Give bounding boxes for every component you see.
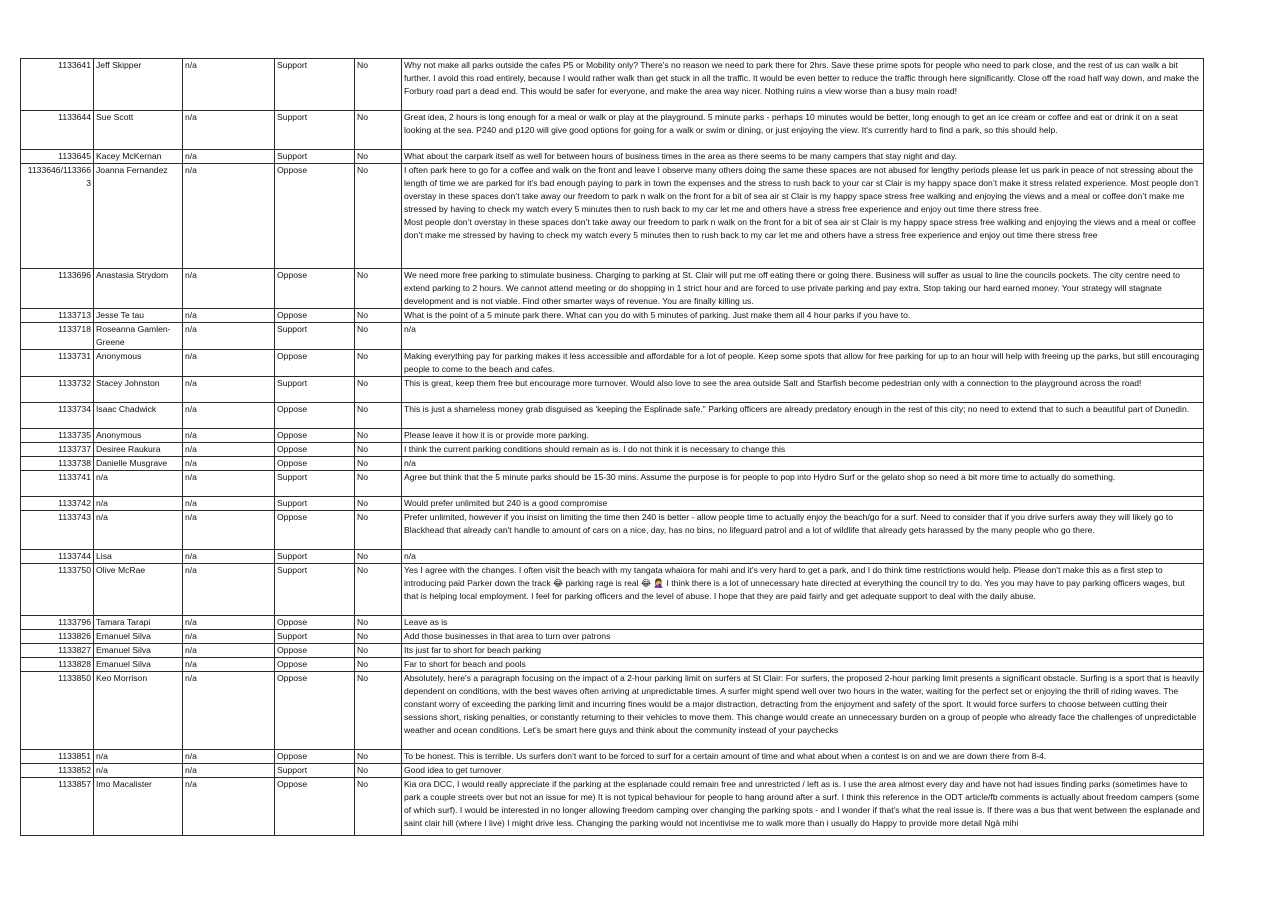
submitter-name-cell: Sue Scott bbox=[94, 111, 183, 150]
submitter-name-cell: n/a bbox=[94, 750, 183, 764]
wish-to-speak-cell: No bbox=[355, 471, 402, 497]
submitter-name-cell: Lisa bbox=[94, 550, 183, 564]
submissions-table bbox=[20, 58, 1204, 836]
organisation-cell: n/a bbox=[183, 429, 275, 443]
wish-to-speak-cell: No bbox=[355, 764, 402, 778]
organisation-cell: n/a bbox=[183, 111, 275, 150]
submission-id-cell: 1133738 bbox=[21, 457, 94, 471]
organisation-cell: n/a bbox=[183, 443, 275, 457]
submissions-table-body bbox=[21, 59, 1204, 836]
submitter-name-cell: Olive McRae bbox=[94, 564, 183, 616]
submitter-name-cell: n/a bbox=[94, 511, 183, 550]
position-cell: Oppose bbox=[275, 309, 355, 323]
position-cell: Oppose bbox=[275, 644, 355, 658]
wish-to-speak-cell: No bbox=[355, 750, 402, 764]
comment-cell: n/a bbox=[402, 457, 1204, 471]
submitter-name-cell: Keo Morrison bbox=[94, 672, 183, 750]
table-row bbox=[21, 644, 1204, 658]
organisation-cell: n/a bbox=[183, 164, 275, 269]
submission-id-cell: 1133741 bbox=[21, 471, 94, 497]
wish-to-speak-cell: No bbox=[355, 778, 402, 836]
table-row bbox=[21, 111, 1204, 150]
table-row bbox=[21, 457, 1204, 471]
wish-to-speak-cell: No bbox=[355, 497, 402, 511]
position-cell: Support bbox=[275, 150, 355, 164]
submitter-name-cell: Imo Macalister bbox=[94, 778, 183, 836]
organisation-cell: n/a bbox=[183, 644, 275, 658]
wish-to-speak-cell: No bbox=[355, 111, 402, 150]
submitter-name-cell: Isaac Chadwick bbox=[94, 403, 183, 429]
wish-to-speak-cell: No bbox=[355, 630, 402, 644]
table-row bbox=[21, 497, 1204, 511]
submission-id-cell: 1133827 bbox=[21, 644, 94, 658]
organisation-cell: n/a bbox=[183, 497, 275, 511]
comment-cell: What is the point of a 5 minute park there. What can you do with 5 minutes of parking. Just make them all 4 hour parks if you have to. bbox=[402, 309, 1204, 323]
position-cell: Oppose bbox=[275, 672, 355, 750]
comment-cell: n/a bbox=[402, 550, 1204, 564]
wish-to-speak-cell: No bbox=[355, 309, 402, 323]
table-row bbox=[21, 630, 1204, 644]
submitter-name-cell: Tamara Tarapi bbox=[94, 616, 183, 630]
comment-cell: This is great, keep them free but encourage more turnover. Would also love to see the area outside Salt and Starfish become pedestrian only with a connection to the playground across the road! bbox=[402, 377, 1204, 403]
comment-cell: I think the current parking conditions should remain as is. I do not think it is necessary to change this bbox=[402, 443, 1204, 457]
position-cell: Oppose bbox=[275, 511, 355, 550]
submitter-name-cell: Anonymous bbox=[94, 350, 183, 377]
submission-id-cell: 1133641 bbox=[21, 59, 94, 111]
table-row bbox=[21, 764, 1204, 778]
submitter-name-cell: n/a bbox=[94, 764, 183, 778]
comment-cell: Agree but think that the 5 minute parks should be 15-30 mins. Assume the purpose is for people to pop into Hydro Surf or the gelato shop so need a bit more time to actually do something. bbox=[402, 471, 1204, 497]
position-cell: Oppose bbox=[275, 269, 355, 309]
submitter-name-cell: Jesse Te tau bbox=[94, 309, 183, 323]
submission-id-cell: 1133850 bbox=[21, 672, 94, 750]
table-row bbox=[21, 309, 1204, 323]
position-cell: Oppose bbox=[275, 616, 355, 630]
wish-to-speak-cell: No bbox=[355, 429, 402, 443]
submission-id-cell: 1133857 bbox=[21, 778, 94, 836]
position-cell: Support bbox=[275, 497, 355, 511]
submission-id-cell: 1133796 bbox=[21, 616, 94, 630]
table-row bbox=[21, 471, 1204, 497]
organisation-cell: n/a bbox=[183, 150, 275, 164]
table-row bbox=[21, 377, 1204, 403]
comment-cell: Kia ora DCC, I would really appreciate if the parking at the esplanade could remain free and unrestricted / left as is. I use the area almost every day and have not had issues finding parks (sometimes have to park a couple streets over but not an issue for me) It is not typical behaviour for people to hang around after a surf. I think this reference in the ODT article/fb comments is actually about freedom campers (some of which surf). I would be interested in no longer allowing freedom camping over changing the parking spots - and I wonder if that's what the real issue is. If there was a bus that went between the esplanade and saint clair hill (where I live) I might drive less. Changing the parking would not incentivise me to walk more than i usually do Happy to provide more detail Ngā mihi bbox=[402, 778, 1204, 836]
table-row bbox=[21, 564, 1204, 616]
organisation-cell: n/a bbox=[183, 511, 275, 550]
position-cell: Support bbox=[275, 564, 355, 616]
submission-id-cell: 1133713 bbox=[21, 309, 94, 323]
organisation-cell: n/a bbox=[183, 564, 275, 616]
position-cell: Oppose bbox=[275, 750, 355, 764]
table-row bbox=[21, 550, 1204, 564]
wish-to-speak-cell: No bbox=[355, 59, 402, 111]
table-row bbox=[21, 778, 1204, 836]
comment-cell: Good idea to get turnover bbox=[402, 764, 1204, 778]
comment-cell: What about the carpark itself as well for between hours of business times in the area as there seems to be many campers that stay night and day. bbox=[402, 150, 1204, 164]
submission-id-cell: 1133851 bbox=[21, 750, 94, 764]
submission-id-cell: 1133828 bbox=[21, 658, 94, 672]
table-row bbox=[21, 150, 1204, 164]
submission-id-cell: 1133696 bbox=[21, 269, 94, 309]
comment-cell: Far to short for beach and pools bbox=[402, 658, 1204, 672]
organisation-cell: n/a bbox=[183, 457, 275, 471]
organisation-cell: n/a bbox=[183, 616, 275, 630]
submission-id-cell: 1133732 bbox=[21, 377, 94, 403]
comment-cell: Please leave it how it is or provide more parking. bbox=[402, 429, 1204, 443]
position-cell: Oppose bbox=[275, 658, 355, 672]
comment-cell: This is just a shameless money grab disguised as 'keeping the Esplinade safe." Parking officers are already predatory enough in the rest of this city; no need to extend that to such a beautiful part of Dunedin. bbox=[402, 403, 1204, 429]
comment-cell: Absolutely, here's a paragraph focusing on the impact of a 2-hour parking limit on surfers at St Clair: For surfers, the proposed 2-hour parking limit presents a significant obstacle. Surfing is a sport that is heavily dependent on conditions, with the best waves often arriving at unpredictable times. A surfer might spend well over two hours in the water, waiting for the perfect set or enjoying the thrill of riding waves. The constant worry of exceeding the parking limit and incurring fines would be a major distraction, detracting from the enjoyment and safety of the sport. It would force surfers to choose between cutting their sessions short, risking penalties, or constantly returning to their vehicles to move them. This change would create an unnecessary burden on a group of people who already face the challenges of unpredictable weather and ocean conditions. Let’s be smart here guys and think about the community instead of your paychecks bbox=[402, 672, 1204, 750]
table-row bbox=[21, 350, 1204, 377]
table-row bbox=[21, 429, 1204, 443]
table-row bbox=[21, 658, 1204, 672]
submission-id-cell: 1133735 bbox=[21, 429, 94, 443]
comment-cell: Its just far to short for beach parking bbox=[402, 644, 1204, 658]
organisation-cell: n/a bbox=[183, 377, 275, 403]
organisation-cell: n/a bbox=[183, 750, 275, 764]
position-cell: Oppose bbox=[275, 164, 355, 269]
position-cell: Support bbox=[275, 111, 355, 150]
submission-id-cell: 1133743 bbox=[21, 511, 94, 550]
submission-id-cell: 1133731 bbox=[21, 350, 94, 377]
comment-cell: Leave as is bbox=[402, 616, 1204, 630]
comment-cell: We need more free parking to stimulate business. Charging to parking at St. Clair will put me off eating there or going there. Business will suffer as usual to line the councils pockets. The city centre need to extend parking to 2 hours. We cannot attend meeting or do shopping in 1 strict hour and are forced to use private parking and pay extra. Stop taking our hard earned money. Your strategy will stagnate development and is not viable. Find other smarter ways of revenue. You are finally killing us. bbox=[402, 269, 1204, 309]
submission-id-cell: 1133718 bbox=[21, 323, 94, 350]
submission-id-cell: 1133852 bbox=[21, 764, 94, 778]
submitter-name-cell: Desiree Raukura bbox=[94, 443, 183, 457]
wish-to-speak-cell: No bbox=[355, 164, 402, 269]
table-row bbox=[21, 403, 1204, 429]
submission-id-cell: 1133750 bbox=[21, 564, 94, 616]
table-row bbox=[21, 164, 1204, 269]
comment-cell: Would prefer unlimited but 240 is a good compromise bbox=[402, 497, 1204, 511]
comment-cell: Making everything pay for parking makes it less accessible and affordable for a lot of people. Keep some spots that allow for free parking for up to an hour will help with freeing up the parks, but still encouraging people to come to the beach and cafes. bbox=[402, 350, 1204, 377]
position-cell: Support bbox=[275, 323, 355, 350]
position-cell: Support bbox=[275, 471, 355, 497]
position-cell: Support bbox=[275, 764, 355, 778]
organisation-cell: n/a bbox=[183, 778, 275, 836]
submitter-name-cell: Jeff Skipper bbox=[94, 59, 183, 111]
submitter-name-cell: Danielle Musgrave bbox=[94, 457, 183, 471]
wish-to-speak-cell: No bbox=[355, 672, 402, 750]
table-row bbox=[21, 443, 1204, 457]
organisation-cell: n/a bbox=[183, 59, 275, 111]
wish-to-speak-cell: No bbox=[355, 269, 402, 309]
table-row bbox=[21, 511, 1204, 550]
submitter-name-cell: Roseanna Gamlen-Greene bbox=[94, 323, 183, 350]
organisation-cell: n/a bbox=[183, 309, 275, 323]
position-cell: Support bbox=[275, 630, 355, 644]
organisation-cell: n/a bbox=[183, 764, 275, 778]
submission-id-cell: 1133744 bbox=[21, 550, 94, 564]
wish-to-speak-cell: No bbox=[355, 564, 402, 616]
wish-to-speak-cell: No bbox=[355, 323, 402, 350]
submitter-name-cell: Emanuel Silva bbox=[94, 644, 183, 658]
position-cell: Oppose bbox=[275, 429, 355, 443]
organisation-cell: n/a bbox=[183, 269, 275, 309]
table-row bbox=[21, 750, 1204, 764]
comment-cell: I often park here to go for a coffee and walk on the front and leave I observe many others doing the same these spaces are not abused for lengthy periods please let us park in peace of not stressing about the length of time we are parked for it’s bad enough paying to park in town the expenses and the stress to rush back to your car st Clair is my happy space don’t make it stress related experience. Most people don’t overstay in these spaces don’t take away our freedom to park n walk on the front for a bit of sea air st Clair is my happy space stress free walking and enjoying the views and a meal or coffee don’t make me stressed by having to check my watch every 5 minutes then to rush back to my car let me and others have a stress free experience and enjoy out time there stress free. Most people don’t overstay in these spaces don’t take away our freedom to park n walk on the front for a bit of sea air st Clair is my happy space stress free walking and enjoying the views and a meal or coffee don’t make me stressed by having to check my watch every 5 minutes then to rush back to my car let me and others have a stress free experience and enjoy out time there stress free bbox=[402, 164, 1204, 269]
wish-to-speak-cell: No bbox=[355, 511, 402, 550]
position-cell: Oppose bbox=[275, 443, 355, 457]
submitter-name-cell: Emanuel Silva bbox=[94, 658, 183, 672]
organisation-cell: n/a bbox=[183, 630, 275, 644]
position-cell: Support bbox=[275, 59, 355, 111]
table-row bbox=[21, 323, 1204, 350]
position-cell: Oppose bbox=[275, 350, 355, 377]
submission-id-cell: 1133645 bbox=[21, 150, 94, 164]
comment-cell: n/a bbox=[402, 323, 1204, 350]
submission-id-cell: 1133826 bbox=[21, 630, 94, 644]
organisation-cell: n/a bbox=[183, 658, 275, 672]
submitter-name-cell: Stacey Johnston bbox=[94, 377, 183, 403]
wish-to-speak-cell: No bbox=[355, 658, 402, 672]
organisation-cell: n/a bbox=[183, 471, 275, 497]
comment-cell: Add those businesses in that area to turn over patrons bbox=[402, 630, 1204, 644]
submitter-name-cell: Anastasia Strydom bbox=[94, 269, 183, 309]
wish-to-speak-cell: No bbox=[355, 443, 402, 457]
organisation-cell: n/a bbox=[183, 323, 275, 350]
comment-cell: Why not make all parks outside the cafes P5 or Mobility only? There's no reason we need to park there for 2hrs. Save these prime spots for people who need to park close, and the rest of us can walk a bit further. I avoid this road entirely, because I would rather walk than get stuck in all the traffic. It would be even better to reduce the traffic through here significantly. Close off the road half way down, and make the Forbury road part a dead end. This would be safer for everyone, and make the area way nicer. Nothing ruins a view worse than a busy main road! bbox=[402, 59, 1204, 111]
position-cell: Support bbox=[275, 377, 355, 403]
submitter-name-cell: Anonymous bbox=[94, 429, 183, 443]
wish-to-speak-cell: No bbox=[355, 457, 402, 471]
submitter-name-cell: Kacey McKernan bbox=[94, 150, 183, 164]
organisation-cell: n/a bbox=[183, 672, 275, 750]
comment-cell: Prefer unlimited, however if you insist on limiting the time then 240 is better - allow people time to actually enjoy the beach/go for a surf. Need to consider that if you drive surfers away they will likely go to Blackhead that already can't handle to amount of cars on a nice, day, has no bins, no lifeguard patrol and a lot of wildlife that already gets harassed by the many people who go there. bbox=[402, 511, 1204, 550]
submission-id-cell: 1133644 bbox=[21, 111, 94, 150]
table-row bbox=[21, 672, 1204, 750]
submitter-name-cell: n/a bbox=[94, 497, 183, 511]
comment-cell: Yes I agree with the changes. I often visit the beach with my tangata whaiora for mahi and it's very hard to get a park, and I do think time restrictions would help. Please don't make this as a first step to introducing paid Parker down the track 😂 parking rage is real 😂 🤦‍♀️ I think there is a lot of unnecessary hate directed at everything the council try to do. Yes you may have to pay parking officers wages, but that is helping local employment. I feel for parking officers and the level of abuse. I hope that they are paid fairly and get adequate support to deal with the daily abuse. bbox=[402, 564, 1204, 616]
position-cell: Oppose bbox=[275, 778, 355, 836]
wish-to-speak-cell: No bbox=[355, 616, 402, 630]
submission-id-cell: 1133646/1133663 bbox=[21, 164, 94, 269]
table-row bbox=[21, 269, 1204, 309]
wish-to-speak-cell: No bbox=[355, 150, 402, 164]
submitter-name-cell: Joanna Fernandez bbox=[94, 164, 183, 269]
submission-id-cell: 1133737 bbox=[21, 443, 94, 457]
organisation-cell: n/a bbox=[183, 550, 275, 564]
table-row bbox=[21, 59, 1204, 111]
organisation-cell: n/a bbox=[183, 350, 275, 377]
comment-cell: To be honest. This is terrible. Us surfers don’t want to be forced to surf for a certain amount of time and what about when a contest is on and we are down there from 8-4. bbox=[402, 750, 1204, 764]
wish-to-speak-cell: No bbox=[355, 403, 402, 429]
position-cell: Oppose bbox=[275, 457, 355, 471]
position-cell: Support bbox=[275, 550, 355, 564]
submitter-name-cell: n/a bbox=[94, 471, 183, 497]
wish-to-speak-cell: No bbox=[355, 377, 402, 403]
submission-id-cell: 1133734 bbox=[21, 403, 94, 429]
comment-cell: Great idea, 2 hours is long enough for a meal or walk or play at the playground. 5 minute parks - perhaps 10 minutes would be better, long enough to get an ice cream or coffee and eat or drink it on a seat looking at the sea. P240 and p120 will give good options for going for a walk or swim or dining, or just enjoying the view. It's currently hard to find a park, so this should help. bbox=[402, 111, 1204, 150]
wish-to-speak-cell: No bbox=[355, 644, 402, 658]
wish-to-speak-cell: No bbox=[355, 350, 402, 377]
submitter-name-cell: Emanuel Silva bbox=[94, 630, 183, 644]
wish-to-speak-cell: No bbox=[355, 550, 402, 564]
submission-id-cell: 1133742 bbox=[21, 497, 94, 511]
position-cell: Oppose bbox=[275, 403, 355, 429]
organisation-cell: n/a bbox=[183, 403, 275, 429]
table-row bbox=[21, 616, 1204, 630]
